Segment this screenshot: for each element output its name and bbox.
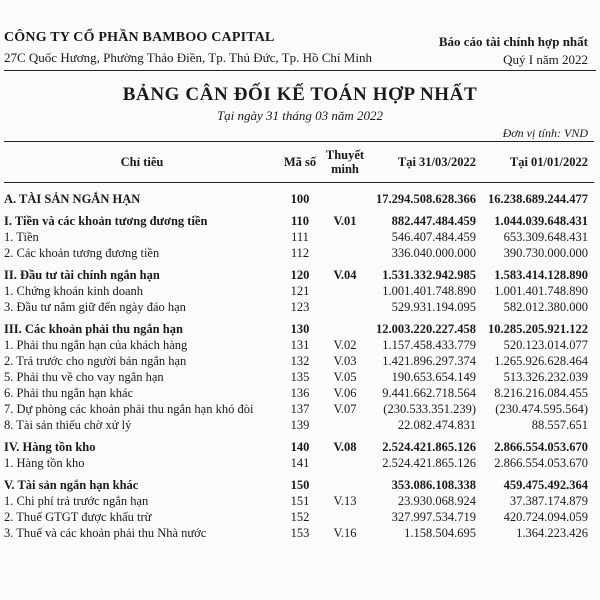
col-header-note	[320, 142, 370, 183]
table-row	[4, 299, 594, 315]
cell-prior-value: 88.557.651	[531, 418, 588, 432]
cell-prior-value: 1.044.039.648.431	[494, 214, 588, 228]
cell-prior-value: 1.583.414.128.890	[494, 268, 588, 282]
cell-prior-value: 520.123.014.077	[503, 338, 588, 352]
cell-item-name: 2. Thuế GTGT được khấu trừ	[4, 510, 152, 524]
table-row	[4, 315, 594, 337]
cell-prior-value: 37.387.174.879	[509, 494, 588, 508]
cell-note: V.06	[333, 386, 357, 400]
cell-prior-value: 1.364.223.426	[516, 526, 588, 540]
cell-item-name: 2. Trả trước cho người bán ngắn hạn	[4, 354, 187, 368]
col-header-code: Mã số	[280, 142, 320, 183]
col-header-prior: Tại 01/01/2022	[482, 142, 594, 183]
table-row	[4, 261, 594, 283]
cell-prior-value: 1.001.401.748.890	[494, 284, 588, 298]
cell-item-name: II. Đầu tư tài chính ngắn hạn	[4, 268, 160, 282]
cell-code: 110	[290, 214, 310, 228]
cell-current-value: 353.086.108.338	[391, 478, 476, 492]
cell-note	[320, 283, 370, 299]
cell-current-value: 882.447.484.459	[391, 214, 476, 228]
cell-code: 112	[290, 246, 310, 260]
cell-note	[320, 299, 370, 315]
cell-code: 121	[290, 284, 310, 298]
cell-prior-value: 1.265.926.628.464	[494, 354, 588, 368]
cell-prior-value: 420.724.094.059	[503, 510, 588, 524]
cell-item-name: V. Tài sản ngắn hạn khác	[4, 478, 139, 492]
col-header-item: Chỉ tiêu	[4, 142, 280, 183]
table-body	[4, 183, 594, 542]
table-row	[4, 471, 594, 493]
header-divider	[4, 70, 596, 71]
cell-code: 140	[290, 440, 310, 454]
page-title: BẢNG CÂN ĐỐI KẾ TOÁN HỢP NHẤT	[122, 84, 478, 105]
cell-code: 141	[290, 456, 310, 470]
cell-code: 132	[290, 354, 310, 368]
table-row	[4, 245, 594, 261]
cell-note: V.07	[333, 402, 357, 416]
col-header-note-line2: minh	[331, 162, 359, 176]
cell-current-value: (230.533.351.239)	[383, 402, 476, 416]
cell-code: 139	[290, 418, 310, 432]
cell-code: 120	[290, 268, 310, 282]
cell-prior-value: 10.285.205.921.122	[488, 322, 588, 336]
cell-code: 150	[290, 478, 310, 492]
table-row	[4, 401, 594, 417]
col-header-note-line1: Thuyết	[325, 148, 365, 162]
cell-current-value: 22.082.474.831	[397, 418, 476, 432]
cell-item-name: 1. Phải thu ngắn hạn của khách hàng	[4, 338, 188, 352]
cell-code: 100	[290, 192, 310, 206]
cell-current-value: 529.931.194.095	[391, 300, 476, 314]
cell-code: 135	[290, 370, 310, 384]
cell-item-name: I. Tiền và các khoản tương đương tiền	[4, 214, 208, 228]
cell-note: V.01	[333, 214, 357, 228]
cell-current-value: 336.040.000.000	[391, 246, 476, 260]
cell-prior-value: 653.309.648.431	[503, 230, 588, 244]
cell-note: V.13	[333, 494, 357, 508]
cell-current-value: 9.441.662.718.564	[382, 386, 476, 400]
cell-current-value: 1.158.504.695	[404, 526, 476, 540]
cell-current-value: 190.653.654.149	[391, 370, 476, 384]
cell-current-value: 12.003.220.227.458	[376, 322, 476, 336]
cell-current-value: 2.524.421.865.126	[382, 440, 476, 454]
cell-current-value: 2.524.421.865.126	[382, 456, 476, 470]
cell-item-name: 3. Đầu tư nắm giữ đến ngày đáo hạn	[4, 300, 186, 314]
cell-code: 151	[290, 494, 310, 508]
currency-unit: Đơn vị tính: VND	[502, 126, 588, 140]
table-row	[4, 493, 594, 509]
cell-current-value: 1.421.896.297.374	[382, 354, 476, 368]
cell-code: 130	[290, 322, 310, 336]
cell-note: V.08	[333, 440, 357, 454]
cell-note	[320, 509, 370, 525]
report-date: Tại ngày 31 tháng 03 năm 2022	[216, 108, 384, 123]
table-row	[4, 337, 594, 353]
cell-note	[320, 315, 370, 337]
cell-code: 111	[291, 230, 309, 244]
cell-prior-value: 459.475.492.364	[503, 478, 588, 492]
cell-current-value: 327.997.534.719	[391, 510, 476, 524]
table-row	[4, 229, 594, 245]
report-header	[4, 30, 596, 90]
cell-code: 136	[290, 386, 310, 400]
cell-item-name: A. TÀI SẢN NGẮN HẠN	[4, 192, 141, 206]
cell-note: V.02	[333, 338, 357, 352]
cell-item-name: III. Các khoản phải thu ngắn hạn	[4, 322, 183, 336]
cell-item-name: 1. Tiền	[4, 230, 39, 244]
table-row	[4, 509, 594, 525]
cell-item-name: 1. Hàng tồn kho	[4, 456, 85, 470]
cell-note: V.16	[333, 526, 357, 540]
table-row	[4, 417, 594, 433]
cell-item-name: 6. Phải thu ngắn hạn khác	[4, 386, 134, 400]
cell-item-name: 1. Chứng khoán kinh doanh	[4, 284, 144, 298]
cell-current-value: 17.294.508.628.366	[376, 192, 476, 206]
cell-note	[320, 471, 370, 493]
cell-note: V.04	[333, 268, 357, 282]
cell-code: 152	[290, 510, 310, 524]
cell-code: 137	[290, 402, 310, 416]
cell-current-value: 1.157.458.433.779	[382, 338, 476, 352]
table-row	[4, 353, 594, 369]
report-period: Quý I năm 2022	[503, 52, 588, 67]
cell-current-value: 546.407.484.459	[391, 230, 476, 244]
cell-item-name: 7. Dự phòng các khoản phải thu ngắn hạn khó đòi	[4, 402, 254, 416]
cell-item-name: 3. Thuế và các khoản phải thu Nhà nước	[4, 526, 207, 540]
cell-prior-value: 2.866.554.053.670	[494, 456, 588, 470]
cell-code: 123	[290, 300, 310, 314]
cell-prior-value: 8.216.216.084.455	[494, 386, 588, 400]
cell-note	[320, 229, 370, 245]
cell-item-name: 8. Tài sản thiếu chờ xử lý	[4, 418, 132, 432]
cell-code: 131	[290, 338, 310, 352]
cell-current-value: 23.930.068.924	[397, 494, 476, 508]
cell-current-value: 1.001.401.748.890	[382, 284, 476, 298]
cell-prior-value: 16.238.689.244.477	[488, 192, 588, 206]
table-header-row	[4, 142, 594, 183]
cell-prior-value: 390.730.000.000	[503, 246, 588, 260]
table-row	[4, 369, 594, 385]
col-header-current: Tại 31/03/2022	[370, 142, 482, 183]
company-address: 27C Quốc Hương, Phường Thảo Điền, Tp. Thủ Đức, Tp. Hồ Chí Minh	[4, 50, 372, 65]
cell-note	[320, 183, 370, 208]
table-row	[4, 283, 594, 299]
cell-prior-value: 513.326.232.039	[503, 370, 588, 384]
cell-prior-value: 2.866.554.053.670	[494, 440, 588, 454]
table-row	[4, 455, 594, 471]
cell-note	[320, 455, 370, 471]
table-row	[4, 207, 594, 229]
cell-note	[320, 245, 370, 261]
cell-item-name: IV. Hàng tồn kho	[4, 440, 96, 454]
cell-code: 153	[290, 526, 310, 540]
cell-item-name: 5. Phải thu về cho vay ngắn hạn	[4, 370, 164, 384]
company-name: CÔNG TY CỔ PHẦN BAMBOO CAPITAL	[4, 30, 275, 45]
balance-sheet-table	[4, 141, 594, 541]
table-row	[4, 525, 594, 541]
table-row	[4, 385, 594, 401]
cell-note	[320, 417, 370, 433]
cell-prior-value: (230.474.595.564)	[495, 402, 588, 416]
cell-note: V.05	[333, 370, 357, 384]
table-row	[4, 183, 594, 208]
table-row	[4, 433, 594, 455]
cell-prior-value: 582.012.380.000	[503, 300, 588, 314]
cell-item-name: 2. Các khoản tương đương tiền	[4, 246, 160, 260]
cell-item-name: 1. Chi phí trả trước ngắn hạn	[4, 494, 149, 508]
cell-current-value: 1.531.332.942.985	[382, 268, 476, 282]
report-name: Báo cáo tài chính hợp nhất	[438, 34, 588, 49]
cell-note: V.03	[333, 354, 357, 368]
